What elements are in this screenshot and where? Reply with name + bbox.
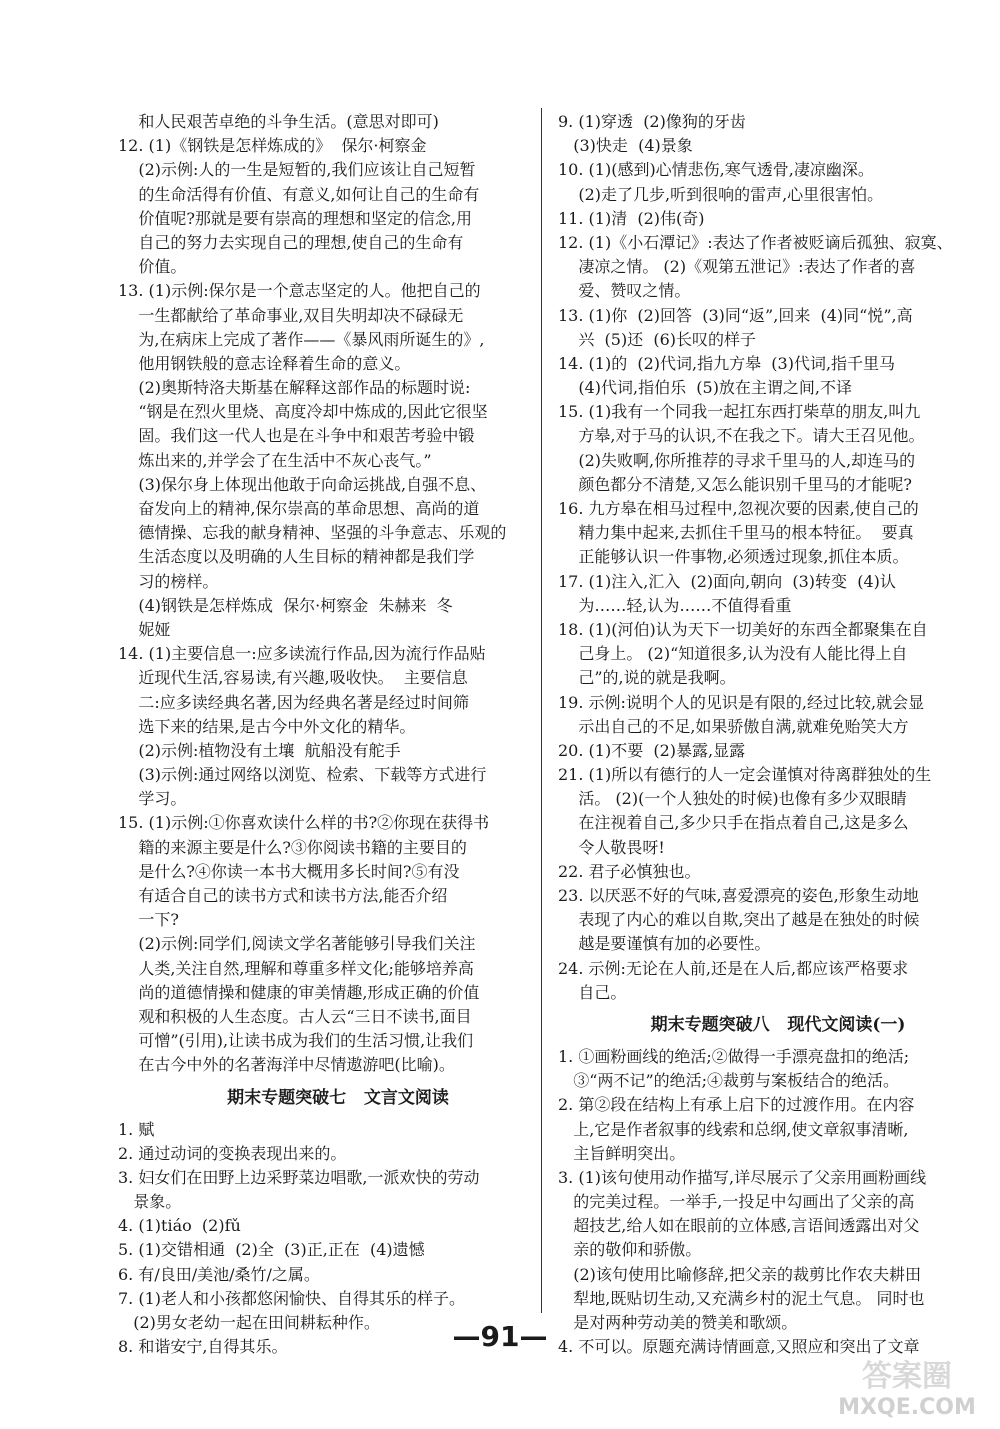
answer-line: (2)失败啊,你所推荐的寻求千里马的人,却连马的 [558, 450, 916, 470]
answer-line: 在注视着自己,多少只手在指点着自己,这是多么 [558, 813, 909, 833]
answer-line: 1. ①画粉画线的绝活;②做得一手漂亮盘扣的绝活; [558, 1046, 910, 1066]
answer-line: 5. (1)交错相通 (2)全 (3)正,正在 (4)遗憾 [118, 1240, 425, 1260]
answer-line: 他用钢铁般的意志诠释着生命的意义。 [118, 353, 411, 373]
answer-line: 4. 不可以。原题充满诗情画意,又照应和突出了文章 [558, 1337, 920, 1357]
answer-line: (3)保尔身上体现出他敢于向命运挑战,自强不息、 [118, 474, 487, 494]
answer-line: 自己。 [558, 982, 627, 1002]
column-divider [541, 108, 542, 1313]
answer-line: 习的榜样。 [118, 571, 219, 591]
answer-line: 2. 通过动词的变换表现出来的。 [118, 1143, 347, 1163]
answer-line: 为……轻,认为……不值得看重 [558, 595, 792, 615]
answer-line: (2)示例:同学们,阅读文学名著能够引导我们关注 [118, 934, 476, 954]
answer-line: 4. (1)tiáo (2)fǔ [118, 1216, 241, 1236]
answer-line: 尚的道德情操和健康的审美情趣,形成正确的价值 [118, 982, 480, 1002]
answer-line: 固。我们这一代人也是在斗争中和艰苦考验中锻 [118, 426, 475, 446]
answer-line: 12. (1)《钢铁是怎样炼成的》 保尔·柯察金 [118, 136, 427, 156]
answer-line: ③“两不记”的绝活;④裁剪与案板结合的绝活。 [558, 1071, 900, 1091]
answer-line: 二:应多读经典名著,因为经典名著是经过时间筛 [118, 692, 469, 712]
answer-line: 8. 和谐安宁,自得其乐。 [118, 1337, 288, 1357]
answer-line: 20. (1)不要 (2)暴露,显露 [558, 740, 746, 760]
answer-line: 1. 赋 [118, 1119, 155, 1139]
right-column [558, 110, 998, 1359]
answer-line: 德情操、忘我的献身精神、坚强的斗争意志、乐观的 [118, 523, 507, 543]
answer-line: 籍的来源主要是什么?③你阅读书籍的主要目的 [118, 837, 467, 857]
answer-line: 正能够认识一件事物,必须透过现象,抓住本质。 [558, 547, 909, 567]
answer-line: 为,在病床上完成了著作——《暴风雨所诞生的》, [118, 329, 485, 349]
answer-line: 令人敬畏呀! [558, 837, 665, 857]
answer-line: 犁地,既贴切生动,又充满乡村的泥土气息。 同时也 [558, 1288, 925, 1308]
answer-line: 学习。 [118, 789, 187, 809]
answer-line: 12. (1)《小石潭记》:表达了作者被贬谪后孤独、寂寞、 [558, 232, 953, 252]
answer-line: (4)钢铁是怎样炼成 保尔·柯察金 朱赫来 冬 [118, 595, 453, 615]
answer-line: 15. (1)示例:①你喜欢读什么样的书?②你现在获得书 [118, 813, 490, 833]
answer-line: 一下? [118, 910, 179, 930]
answer-line: 精力集中起来,去抓住千里马的根本特征。 要真 [558, 523, 914, 543]
answer-line: (2)奥斯特洛夫斯基在解释这部作品的标题时说: [118, 378, 471, 398]
page-number: —91— [452, 1320, 548, 1353]
answer-line: 16. 九方皋在相马过程中,忽视次要的因素,使自己的 [558, 499, 919, 518]
answer-line: 越是要谨慎有加的必要性。 [558, 934, 771, 954]
answer-line: “钢是在烈火里烧、高度冷却中炼成的,因此它很坚 [118, 402, 488, 422]
answer-line: 13. (1)示例:保尔是一个意志坚定的人。他把自己的 [118, 281, 481, 301]
answer-line: 14. (1)主要信息一:应多读流行作品,因为流行作品贴 [118, 644, 486, 664]
answer-line: 6. 有/良田/美池/桑竹/之属。 [118, 1264, 320, 1284]
answer-line: 超技艺,给人如在眼前的立体感,言语间透露出对父 [558, 1216, 920, 1236]
answer-line: 19. 示例:说明个人的见识是有限的,经过比较,就会显 [558, 692, 925, 712]
answer-line: 有适合自己的读书方式和读书方法,能否介绍 [118, 886, 448, 905]
answer-line: (2)示例:植物没有土壤 航船没有舵手 [118, 740, 401, 760]
answer-line: 2. 第②段在结构上有承上启下的过渡作用。在内容 [558, 1095, 915, 1115]
answer-line: 23. 以厌恶不好的气味,喜爱漂亮的姿色,形象生动地 [558, 886, 919, 905]
answer-line: 亲的敬仰和骄傲。 [558, 1240, 702, 1260]
answer-line: 是什么?④你读一本书大概用多长时间?⑤有没 [118, 861, 460, 881]
answer-line: (2)示例:人的一生是短暂的,我们应该让自己短暂 [118, 160, 476, 180]
answer-line: 自己的努力去实现自己的理想,使自己的生命有 [118, 232, 464, 252]
answer-line: 人类,关注自然,理解和尊重多样文化;能够培养高 [118, 958, 474, 978]
section-heading: 期末专题突破八 现代文阅读(一) [650, 1014, 906, 1035]
answer-line: (3)快走 (4)景象 [558, 136, 693, 156]
answer-line: 21. (1)所以有德行的人一定会谨慎对待离群独处的生 [558, 765, 932, 785]
answer-line: 观和积极的人生态度。古人云“三日不读书,面目 [118, 1006, 472, 1026]
answer-line: 价值。 [118, 257, 187, 277]
answer-line: (2)走了几步,听到很响的雷声,心里很害怕。 [558, 184, 884, 204]
answer-line: 示出自己的不足,如果骄傲自满,就难免贻笑大方 [558, 716, 909, 736]
answer-line: 选下来的结果,是古今中外文化的精华。 [118, 716, 416, 736]
answer-line: (2)该句使用比喻修辞,把父亲的裁剪比作农夫耕田 [558, 1264, 922, 1284]
answer-line: 15. (1)我有一个同我一起扛东西打柴草的朋友,叫九 [558, 402, 921, 422]
answer-line: 11. (1)清 (2)伟(奇) [558, 208, 705, 228]
answer-line: 3. (1)该句使用动作描写,详尽展示了父亲用画粉画线 [558, 1167, 927, 1187]
watermark-logo [812, 1352, 992, 1422]
answer-line: 己”的,说的就是我啊。 [558, 668, 736, 688]
answer-line: 3. 妇女们在田野上边采野菜边唱歌,一派欢快的劳动 [118, 1167, 480, 1187]
answer-line: 颜色都分不清楚,又怎么能识别千里马的才能呢? [558, 474, 913, 494]
answer-line: 奋发向上的精神,保尔崇高的革命思想、高尚的道 [118, 499, 480, 518]
watermark-text: MXQE.COM [838, 1395, 976, 1420]
answer-line: 17. (1)注入,汇入 (2)面向,朝向 (3)转变 (4)认 [558, 571, 896, 591]
answer-line: (2)男女老幼一起在田间耕耘种作。 [118, 1313, 380, 1332]
answer-line: 7. (1)老人和小孩都悠闲愉快、自得其乐的样子。 [118, 1288, 466, 1308]
answer-line: 妮娅 [118, 619, 171, 639]
answer-line: 一生都献给了革命事业,双目失明却决不碌碌无 [118, 305, 464, 325]
answer-line: 是对两种劳动美的赞美和歌颂。 [558, 1313, 798, 1332]
answer-line: 生活态度以及明确的人生目标的精神都是我们学 [118, 547, 475, 567]
answer-line: 方皋,对于马的认识,不在我之下。请大王召见他。 [558, 426, 925, 446]
answer-line: 炼出来的,并学会了在生活中不灰心丧气。” [118, 450, 432, 470]
answer-line: 己身上。 (2)“知道很多,认为没有人能比得上自 [558, 644, 908, 664]
answer-line: 近现代生活,容易读,有兴趣,吸收快。 主要信息 [118, 668, 468, 688]
answer-line: 和人民艰苦卓绝的斗争生活。(意思对即可) [118, 112, 439, 131]
answer-line: 13. (1)你 (2)回答 (3)同“返”,回来 (4)同“悦”,高 [558, 305, 913, 325]
answer-line: 可憎”(引用),让读书成为我们的生活习惯,让我们 [118, 1031, 474, 1051]
answer-line: 在古今中外的名著海洋中尽情遨游吧(比喻)。 [118, 1055, 455, 1075]
answer-line: 上,它是作者叙事的线索和总纲,使文章叙事清晰, [558, 1119, 909, 1139]
left-column [118, 110, 558, 1359]
answer-line: (4)代词,指伯乐 (5)放在主谓之间,不译 [558, 378, 853, 398]
answer-line: 凄凉之情。 (2)《观第五泄记》:表达了作者的喜 [558, 257, 916, 277]
answer-line: 主旨鲜明突出。 [558, 1143, 686, 1163]
answer-line: 18. (1)(河伯)认为天下一切美好的东西全都聚集在自 [558, 619, 928, 639]
answer-line: 景象。 [118, 1192, 182, 1212]
section-heading: 期末专题突破七 文言文阅读 [227, 1087, 449, 1108]
watermark-logo-text: 答案圈 [862, 1359, 952, 1394]
answer-line: 爱、赞叹之情。 [558, 281, 691, 301]
answer-line: 兴 (5)还 (6)长叹的样子 [558, 329, 757, 349]
answer-line: 价值呢?那就是要有崇高的理想和坚定的信念,用 [118, 208, 473, 228]
answer-line: 24. 示例:无论在人前,还是在人后,都应该严格要求 [558, 958, 909, 978]
answer-line: 的生命活得有价值、有意义,如何让自己的生命有 [118, 184, 480, 204]
answer-line: 9. (1)穿透 (2)像狗的牙齿 [558, 112, 746, 131]
answer-line: 表现了内心的难以自欺,突出了越是在独处的时候 [558, 910, 920, 930]
answer-line: 22. 君子必慎独也。 [558, 861, 701, 881]
answer-line: 活。 (2)(一个人独处的时候)也像有多少双眼睛 [558, 789, 907, 809]
answer-line: 14. (1)的 (2)代词,指九方皋 (3)代词,指千里马 [558, 353, 896, 373]
answer-line: 10. (1)(感到)心情悲伤,寒气透骨,凄凉幽深。 [558, 160, 874, 180]
answer-line: (3)示例:通过网络以浏览、检索、下载等方式进行 [118, 765, 487, 785]
answer-line: 的完美过程。一举手,一投足中勾画出了父亲的高 [558, 1192, 915, 1212]
